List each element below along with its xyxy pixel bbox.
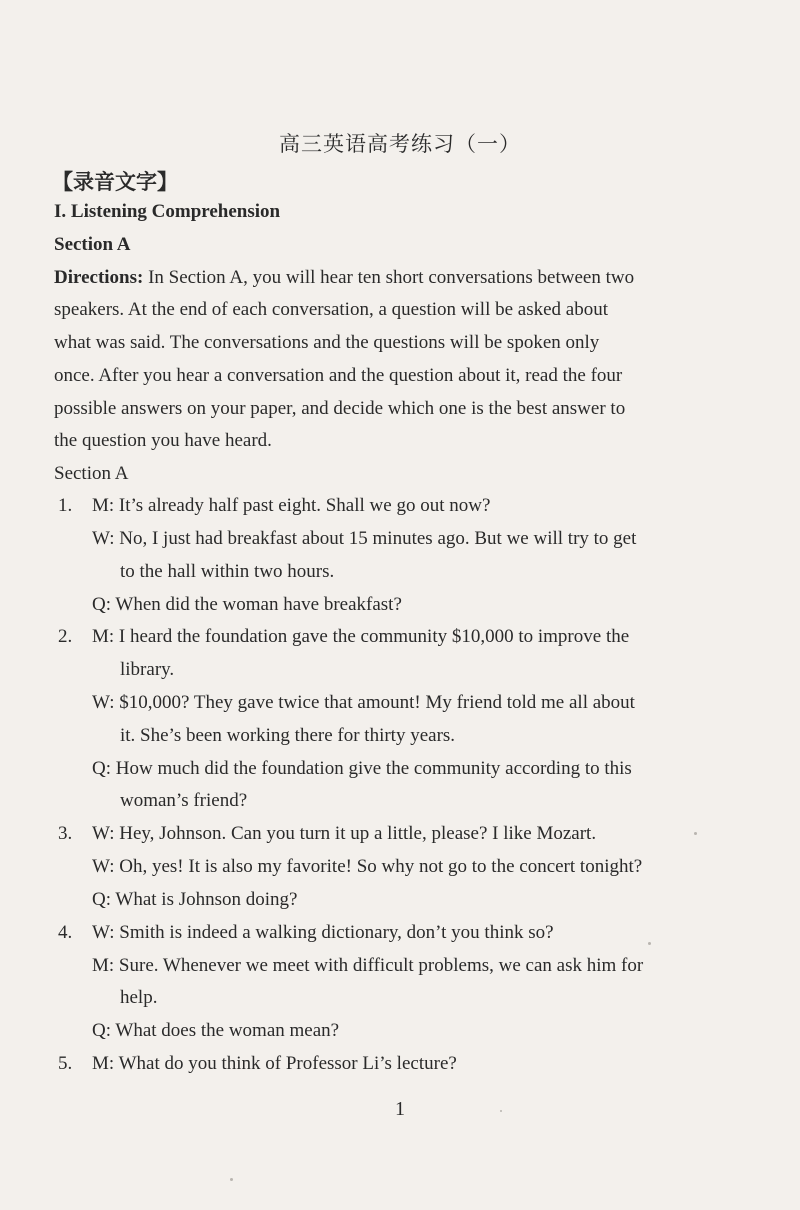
item-2-line-6: woman’s friend? bbox=[120, 790, 248, 811]
directions-line-5: possible answers on your paper, and decide which one is the best answer to bbox=[54, 398, 626, 419]
item-number-5: 5. bbox=[58, 1053, 73, 1074]
item-number-3: 3. bbox=[58, 823, 73, 844]
item-number-2: 2. bbox=[58, 626, 73, 647]
paper-speck bbox=[230, 1178, 233, 1181]
item-1-line-2: W: No, I just had breakfast about 15 minutes ago. But we will try to get bbox=[92, 528, 637, 549]
item-4-line-4: Q: What does the woman mean? bbox=[92, 1020, 340, 1041]
item-3-line-1: W: Hey, Johnson. Can you turn it up a little, please? I like Mozart. bbox=[92, 823, 597, 844]
item-2-line-2: library. bbox=[120, 659, 175, 680]
directions-line-3: what was said. The conversations and the questions will be spoken only bbox=[54, 332, 600, 353]
item-4-line-2: M: Sure. Whenever we meet with difficult problems, we can ask him for bbox=[92, 955, 644, 976]
directions-line-2: speakers. At the end of each conversation, a question will be asked about bbox=[54, 299, 608, 320]
directions-line-6: the question you have heard. bbox=[54, 430, 272, 451]
paper-speck bbox=[648, 942, 651, 945]
part-heading: I. Listening Comprehension bbox=[54, 201, 281, 222]
directions-line-1 bbox=[54, 266, 634, 290]
paper-speck bbox=[500, 1110, 502, 1112]
section-tag: 【录音文字】 bbox=[52, 170, 178, 194]
item-number-1: 1. bbox=[58, 495, 73, 516]
section-heading: Section A bbox=[54, 234, 131, 255]
item-4-line-3: help. bbox=[120, 987, 158, 1008]
directions-line-4: once. After you hear a conversation and the question about it, read the four bbox=[54, 365, 623, 386]
section-label: Section A bbox=[54, 463, 129, 484]
item-2-line-5: Q: How much did the foundation give the community according to this bbox=[92, 758, 632, 779]
item-number-4: 4. bbox=[58, 922, 73, 943]
page-number: 1 bbox=[395, 1098, 405, 1120]
item-2-line-1: M: I heard the foundation gave the community $10,000 to improve the bbox=[92, 626, 630, 647]
page-title: 高三英语高考练习（一） bbox=[279, 132, 521, 156]
item-1-line-3: to the hall within two hours. bbox=[120, 561, 335, 582]
item-2-line-3: W: $10,000? They gave twice that amount! My friend told me all about bbox=[92, 692, 635, 713]
item-1-line-1: M: It’s already half past eight. Shall we go out now? bbox=[92, 495, 491, 516]
item-2-line-4: it. She’s been working there for thirty years. bbox=[120, 725, 456, 746]
directions-label: Directions: bbox=[54, 267, 144, 288]
item-1-line-4: Q: When did the woman have breakfast? bbox=[92, 594, 402, 615]
item-3-line-2: W: Oh, yes! It is also my favorite! So why not go to the concert tonight? bbox=[92, 856, 643, 877]
item-5-line-1: M: What do you think of Professor Li’s lecture? bbox=[92, 1053, 457, 1074]
item-4-line-1: W: Smith is indeed a walking dictionary, don’t you think so? bbox=[92, 922, 554, 943]
directions-text: In Section A, you will hear ten short conversations between two bbox=[143, 267, 635, 288]
item-3-line-3: Q: What is Johnson doing? bbox=[92, 889, 298, 910]
paper-speck bbox=[694, 832, 697, 835]
